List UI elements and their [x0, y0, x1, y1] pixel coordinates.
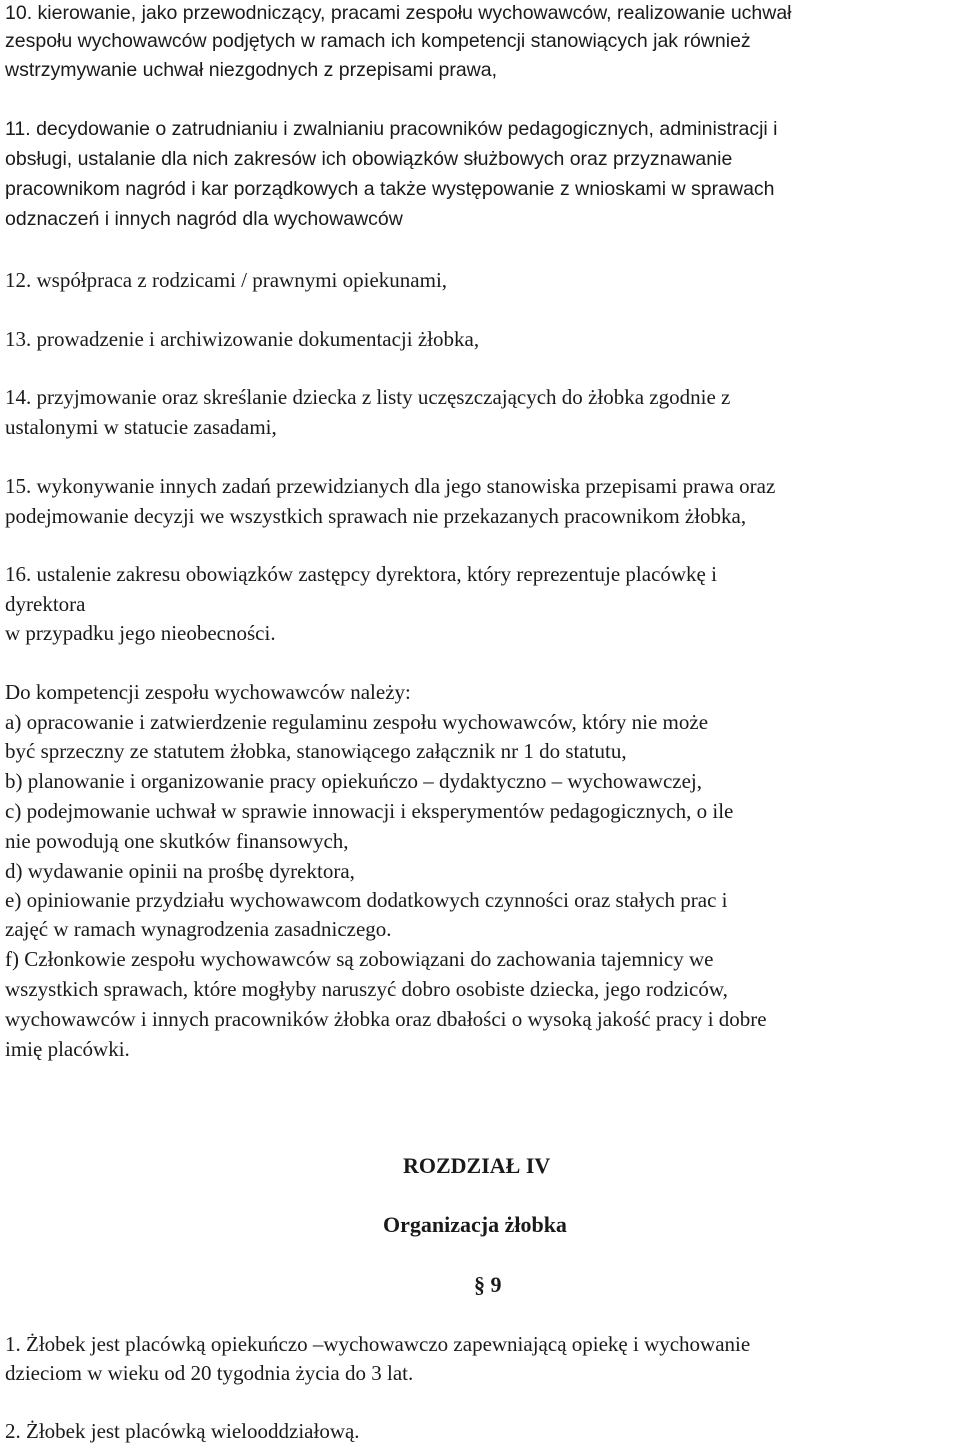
chapter-subtitle: Organizacja żłobka	[383, 1212, 567, 1237]
list-item-12: 12. współpraca z rodzicami / prawnymi opiekunami,	[5, 268, 448, 292]
text-line: 14. przyjmowanie oraz skreślanie dziecka z listy uczęszczających do żłobka zgodnie z	[5, 385, 731, 409]
text-line: w przypadku jego nieobecności.	[5, 621, 276, 645]
text-line: e) opiniowanie przydziału wychowawcom dodatkowych czynności oraz stałych prac i	[5, 888, 728, 912]
competencies-heading: Do kompetencji zespołu wychowawców należy:	[5, 680, 411, 704]
text-line: zajęć w ramach wynagrodzenia zasadniczego.	[5, 917, 392, 941]
text-line: pracownikom nagród i kar porządkowych a także występowanie z wnioskami w sprawach	[5, 178, 775, 200]
text-line: imię placówki.	[5, 1037, 130, 1061]
text-line: wstrzymywanie uchwał niezgodnych z przepisami prawa,	[5, 59, 498, 81]
text-line: b) planowanie i organizowanie pracy opiekuńczo – dydaktyczno – wychowawczej,	[5, 769, 703, 793]
text-line: wychowawców i innych pracowników żłobka oraz dbałości o wysoką jakość pracy i dobre	[5, 1007, 767, 1031]
text-line: 10. kierowanie, jako przewodniczący, pracami zespołu wychowawców, realizowanie uchwał	[5, 2, 792, 24]
text-line: dyrektora	[5, 592, 86, 616]
text-line: ustalonymi w statucie zasadami,	[5, 415, 277, 439]
text-line: dzieciom w wieku od 20 tygodnia życia do 3 lat.	[5, 1361, 414, 1385]
text-line: 16. ustalenie zakresu obowiązków zastępcy dyrektora, który reprezentuje placówkę i	[5, 562, 717, 586]
text-line: podejmowanie decyzji we wszystkich sprawach nie przekazanych pracownikom żłobka,	[5, 504, 747, 528]
text-line: f) Członkowie zespołu wychowawców są zobowiązani do zachowania tajemnicy we	[5, 947, 714, 971]
text-line: odznaczeń i innych nagród dla wychowawców	[5, 208, 403, 230]
list-item-13: 13. prowadzenie i archiwizowanie dokumentacji żłobka,	[5, 327, 480, 351]
text-line: wszystkich sprawach, które mogłyby naruszyć dobro osobiste dziecka, jego rodziców,	[5, 977, 728, 1001]
text-line: 1. Żłobek jest placówką opiekuńczo –wychowawczo zapewniającą opiekę i wychowanie	[5, 1332, 751, 1356]
text-line: zespołu wychowawców podjętych w ramach ich kompetencji stanowiących jak również	[5, 30, 751, 52]
text-line: a) opracowanie i zatwierdzenie regulaminu zespołu wychowawców, który nie może	[5, 710, 709, 734]
paragraph-2: 2. Żłobek jest placówką wielooddziałową.	[5, 1419, 360, 1443]
chapter-title: ROZDZIAŁ IV	[403, 1153, 551, 1178]
text-line: d) wydawanie opinii na prośbę dyrektora,	[5, 859, 355, 883]
text-line: nie powodują one skutków finansowych,	[5, 829, 349, 853]
text-line: być sprzeczny ze statutem żłobka, stanowiącego załącznik nr 1 do statutu,	[5, 739, 627, 763]
text-line: c) podejmowanie uchwał w sprawie innowacji i eksperymentów pedagogicznych, o ile	[5, 799, 734, 823]
text-line: 11. decydowanie o zatrudnianiu i zwalnianiu pracowników pedagogicznych, administracji i	[5, 118, 778, 140]
text-line: obsługi, ustalanie dla nich zakresów ich obowiązków służbowych oraz przyznawanie	[5, 148, 733, 170]
text-line: 15. wykonywanie innych zadań przewidzianych dla jego stanowiska przepisami prawa oraz	[5, 474, 776, 498]
section-mark: § 9	[474, 1272, 502, 1297]
